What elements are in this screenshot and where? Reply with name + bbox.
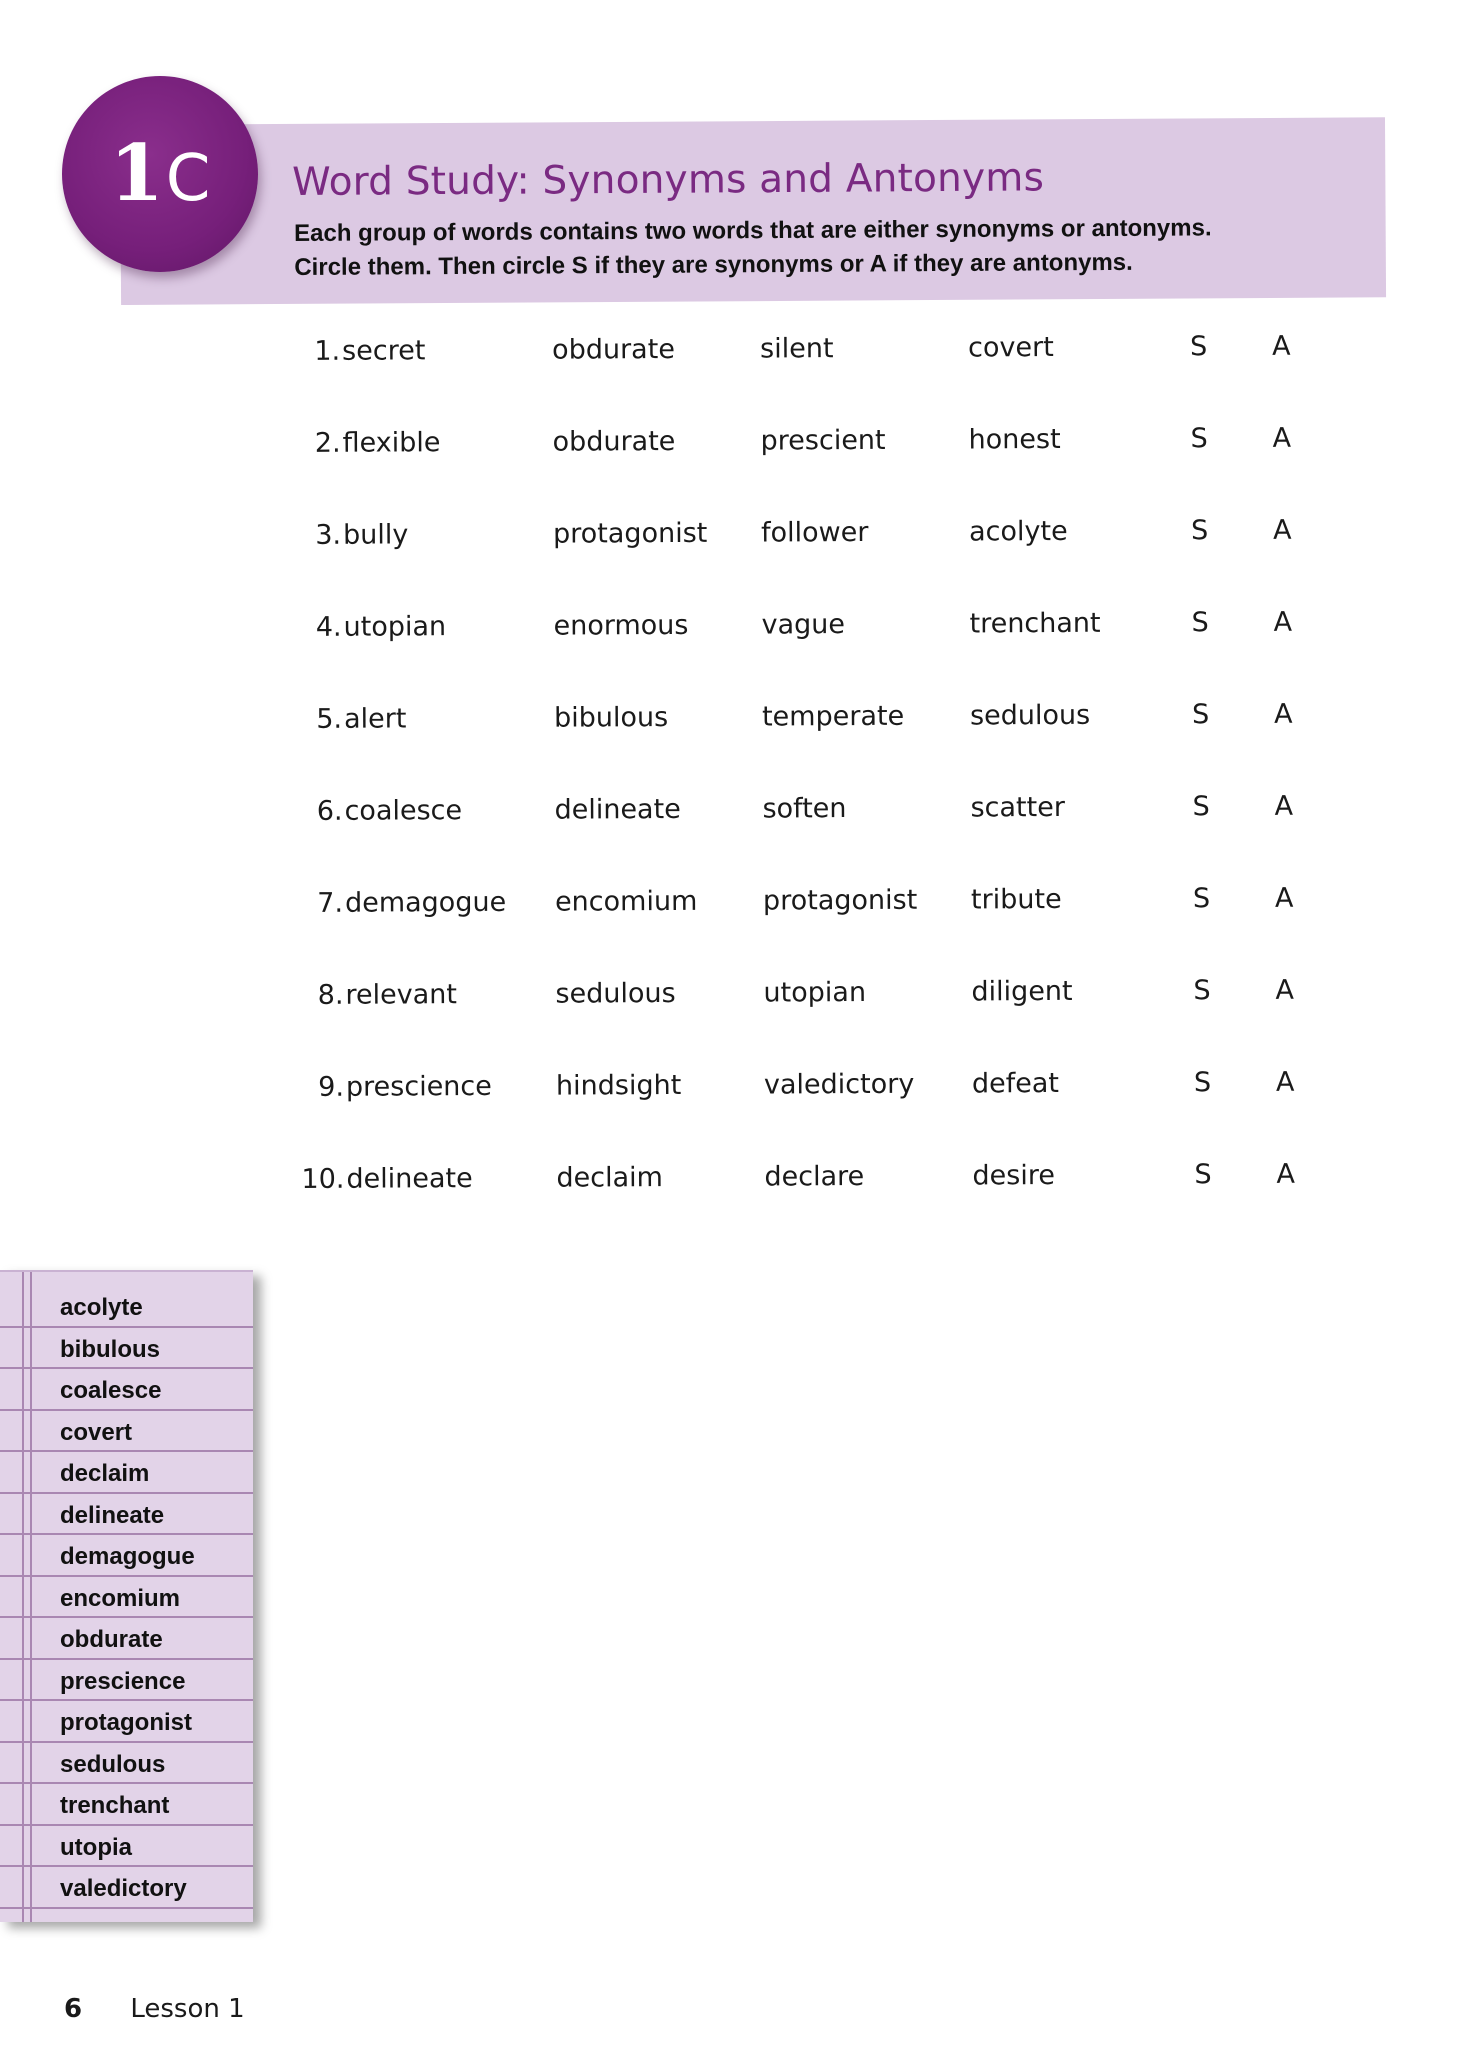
synonym-option[interactable]: S <box>1191 607 1209 639</box>
antonym-option[interactable]: A <box>1274 882 1294 914</box>
antonym-option[interactable]: A <box>1272 330 1291 362</box>
item-number: 2. <box>314 427 341 459</box>
item-number: 6. <box>316 795 343 827</box>
word-choice[interactable]: coalesce <box>344 795 463 827</box>
exercise-row <box>293 965 1323 1062</box>
word-choice[interactable]: delineate <box>554 793 681 826</box>
word-list-item: covert <box>0 1411 253 1453</box>
word-choice[interactable]: tribute <box>970 883 1062 916</box>
item-number: 5. <box>316 703 343 735</box>
word-list-box <box>0 1270 253 1922</box>
word-choice[interactable]: bibulous <box>553 702 669 734</box>
word-choice[interactable]: alert <box>343 703 407 735</box>
badge-letter: C <box>165 142 211 216</box>
word-choice[interactable]: vague <box>761 609 846 641</box>
word-choice[interactable]: silent <box>760 333 834 365</box>
page-footer <box>64 1994 245 2024</box>
exercise-row <box>293 873 1323 970</box>
word-choice[interactable]: declaim <box>556 1162 663 1194</box>
word-list-item: demagogue <box>0 1535 253 1577</box>
word-choice[interactable]: enormous <box>553 609 689 642</box>
antonym-option[interactable]: A <box>1275 1066 1295 1098</box>
word-choice[interactable]: prescience <box>345 1070 492 1103</box>
word-list-item: bibulous <box>0 1328 253 1370</box>
page-number: 6 <box>64 1994 83 2024</box>
word-choice[interactable]: delineate <box>346 1163 473 1195</box>
antonym-option[interactable]: A <box>1276 1158 1296 1190</box>
antonym-option[interactable]: A <box>1273 698 1293 730</box>
word-choice[interactable]: desire <box>972 1160 1055 1192</box>
word-choice[interactable]: temperate <box>761 700 905 733</box>
synonym-option[interactable]: S <box>1194 1159 1212 1191</box>
word-choice[interactable]: sedulous <box>969 699 1091 732</box>
word-list-item: declaim <box>0 1452 253 1494</box>
badge-number: 1 <box>109 128 164 219</box>
instructions-line-2: Circle them. Then circle S if they are synonyms or A if they are antonyms. <box>294 248 1133 281</box>
exercise-table <box>290 321 1325 1246</box>
word-list-item: trenchant <box>0 1784 253 1826</box>
word-choice[interactable]: obdurate <box>552 333 675 366</box>
antonym-option[interactable]: A <box>1272 422 1292 454</box>
antonym-option[interactable]: A <box>1273 606 1293 638</box>
word-list-item: prescience <box>0 1660 253 1702</box>
antonym-option[interactable]: A <box>1275 974 1295 1006</box>
word-choice[interactable]: scatter <box>970 791 1065 824</box>
word-list-item: utopia <box>0 1826 253 1868</box>
word-choice[interactable]: follower <box>761 516 869 549</box>
word-list-item: encomium <box>0 1577 253 1619</box>
exercise-row <box>292 781 1322 878</box>
word-choice[interactable]: diligent <box>971 975 1073 1008</box>
word-choice[interactable]: protagonist <box>553 517 708 550</box>
item-number: 3. <box>315 519 342 551</box>
synonym-option[interactable]: S <box>1192 791 1210 823</box>
word-choice[interactable]: obdurate <box>552 425 676 458</box>
word-list <box>0 1286 253 1909</box>
word-list-item: protagonist <box>0 1701 253 1743</box>
synonym-option[interactable]: S <box>1192 883 1211 915</box>
item-number: 7. <box>317 887 344 919</box>
instructions <box>294 211 1212 285</box>
section-title: Word Study: Synonyms and Antonyms <box>292 155 1045 205</box>
synonym-option[interactable]: S <box>1191 699 1210 731</box>
word-choice[interactable]: covert <box>968 332 1054 364</box>
lesson-label: Lesson 1 <box>130 1994 245 2024</box>
word-list-item: coalesce <box>0 1369 253 1411</box>
synonym-option[interactable]: S <box>1190 331 1208 363</box>
item-number: 1. <box>314 335 341 367</box>
word-choice[interactable]: hindsight <box>555 1069 682 1102</box>
word-choice[interactable]: demagogue <box>344 886 507 919</box>
exercise-row <box>294 1057 1324 1154</box>
lesson-badge <box>62 76 258 272</box>
word-choice[interactable]: defeat <box>971 1067 1060 1100</box>
word-choice[interactable]: soften <box>762 793 847 825</box>
exercise-row <box>292 689 1322 786</box>
word-choice[interactable]: trenchant <box>969 607 1101 640</box>
exercise-row <box>294 1149 1324 1246</box>
item-number: 10. <box>301 1163 345 1195</box>
word-choice[interactable]: protagonist <box>762 884 918 917</box>
word-choice[interactable]: encomium <box>554 885 698 918</box>
antonym-option[interactable]: A <box>1273 514 1292 546</box>
word-list-item: obdurate <box>0 1618 253 1660</box>
instructions-line-1: Each group of words contains two words that are either synonyms or antonyms. <box>294 214 1212 247</box>
word-choice[interactable]: bully <box>343 519 409 551</box>
word-choice[interactable]: prescient <box>760 424 886 457</box>
exercise-row <box>290 321 1320 418</box>
word-choice[interactable]: secret <box>342 335 426 367</box>
word-list-item: sedulous <box>0 1743 253 1785</box>
word-choice[interactable]: valedictory <box>763 1068 915 1101</box>
exercise-row <box>291 505 1321 602</box>
word-choice[interactable]: utopian <box>763 976 867 1009</box>
exercise-row <box>291 597 1321 694</box>
word-choice[interactable]: relevant <box>345 979 458 1011</box>
word-choice[interactable]: declare <box>764 1161 865 1193</box>
antonym-option[interactable]: A <box>1274 790 1294 822</box>
item-number: 8. <box>317 979 344 1011</box>
word-choice[interactable]: sedulous <box>555 977 676 1010</box>
word-choice[interactable]: flexible <box>342 427 441 459</box>
exercise-row <box>290 413 1320 510</box>
word-list-item: valedictory <box>0 1867 253 1909</box>
synonym-option[interactable]: S <box>1191 515 1209 547</box>
word-choice[interactable]: acolyte <box>969 515 1068 548</box>
word-choice[interactable]: utopian <box>343 611 447 643</box>
synonym-option[interactable]: S <box>1190 423 1208 455</box>
synonym-option[interactable]: S <box>1193 1067 1212 1099</box>
synonym-option[interactable]: S <box>1193 975 1211 1007</box>
item-number: 4. <box>315 611 342 643</box>
word-list-item: acolyte <box>0 1286 253 1328</box>
word-list-item: delineate <box>0 1494 253 1536</box>
item-number: 9. <box>318 1071 345 1103</box>
word-choice[interactable]: honest <box>968 423 1061 456</box>
